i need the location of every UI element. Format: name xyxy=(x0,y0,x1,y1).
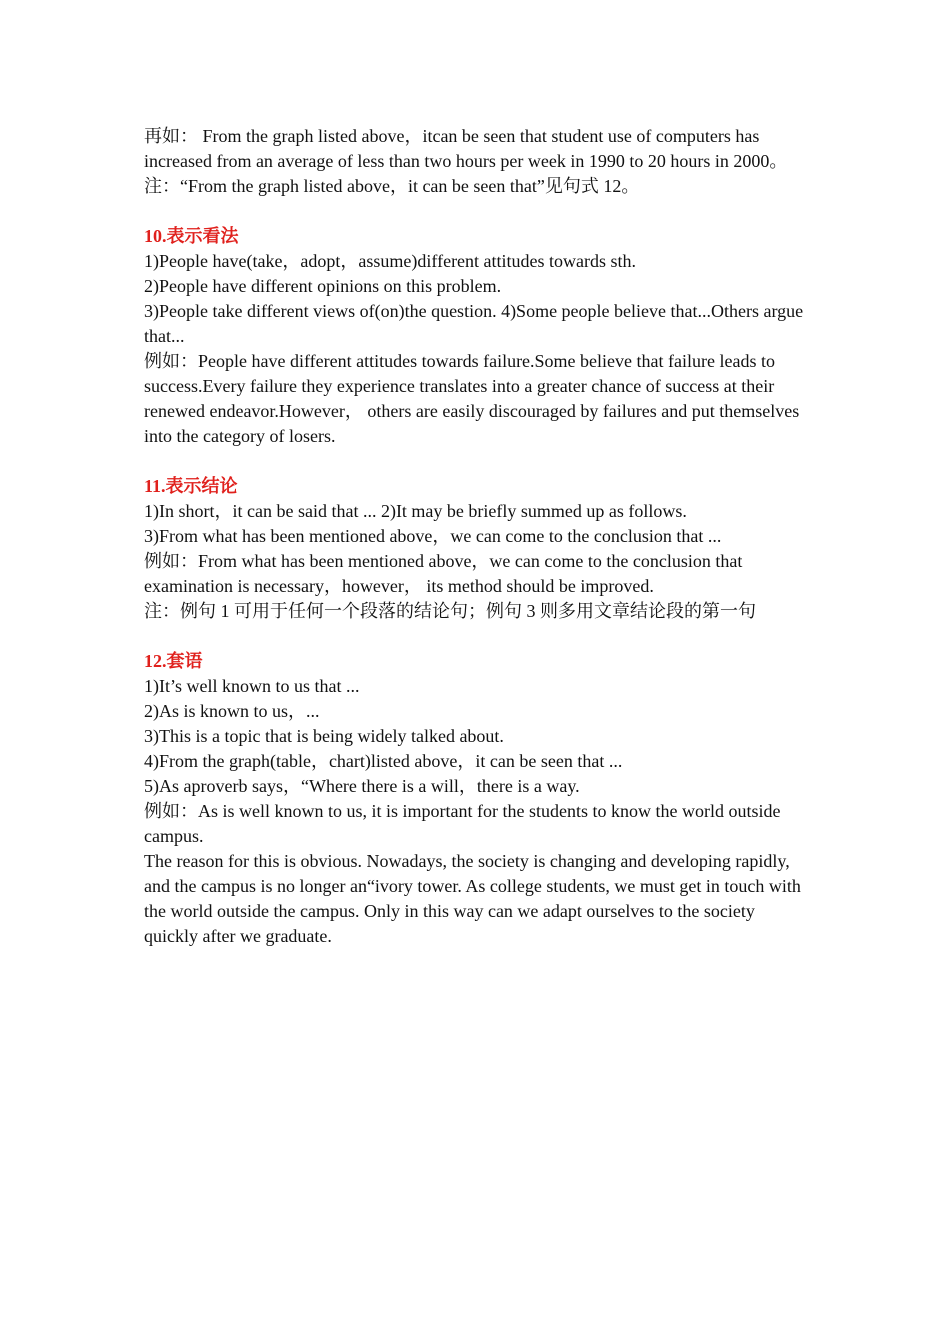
section-line: 1)It’s well known to us that ... xyxy=(144,676,360,696)
section-conclusion xyxy=(144,474,808,624)
section-heading: 10.表示看法 xyxy=(144,226,239,246)
section-example: 例如：From what has been mentioned above，we can come to the conclusion that examination is necessary，however， its method should be improved. xyxy=(144,551,743,596)
section-line: 2)People have different opinions on this problem. xyxy=(144,276,502,296)
section-line: 4)From the graph(table，chart)listed above，it can be seen that ... xyxy=(144,751,623,771)
section-line: 2)As is known to us，... xyxy=(144,701,320,721)
section-line: 3)People take different views of(on)the question. 4)Some people believe that...Others argue that... xyxy=(144,301,804,346)
section-heading: 11.表示结论 xyxy=(144,476,238,496)
section-line: 3)This is a topic that is being widely talked about. xyxy=(144,726,504,746)
section-heading: 12.套语 xyxy=(144,651,203,671)
section-line: 1)In short，it can be said that ... 2)It may be briefly summed up as follows. xyxy=(144,501,687,521)
section-opinions xyxy=(144,224,808,449)
section-example: 例如：As is well known to us, it is important for the students to know the world outside campus. xyxy=(144,801,781,846)
spacer xyxy=(144,199,808,224)
spacer xyxy=(144,449,808,474)
section-line: 3)From what has been mentioned above，we can come to the conclusion that ... xyxy=(144,526,722,546)
section-paragraph: The reason for this is obvious. Nowadays, the society is changing and developing rapidly, and the campus is no longer an“ivory tower. As college students, we must get in touch with the world outside the campus. Only in this way can we adapt ourselves to the society quickly after we graduate. xyxy=(144,851,801,946)
intro-example: 再如： From the graph listed above，itcan be seen that student use of computers has increased from an average of less than two hours per week in 1990 to 20 hours in 2000。 xyxy=(144,126,788,171)
section-example: 例如：People have different attitudes towards failure.Some believe that failure leads to success.Every failure they experience translates into a greater chance of success at their renewed endeavor.However， others are easily discouraged by failures and put themselves into the category of losers. xyxy=(144,351,800,446)
section-line: 5)As aproverb says，“Where there is a will，there is a way. xyxy=(144,776,580,796)
section-note: 注：例句 1 可用于任何一个段落的结论句；例句 3 则多用文章结论段的第一句 xyxy=(144,601,756,621)
section-set-phrases xyxy=(144,649,808,949)
section-line: 1)People have(take，adopt，assume)different attitudes towards sth. xyxy=(144,251,637,271)
intro-note: 注：“From the graph listed above，it can be seen that”见句式 12。 xyxy=(144,176,640,196)
document-page xyxy=(144,124,808,949)
spacer xyxy=(144,624,808,649)
